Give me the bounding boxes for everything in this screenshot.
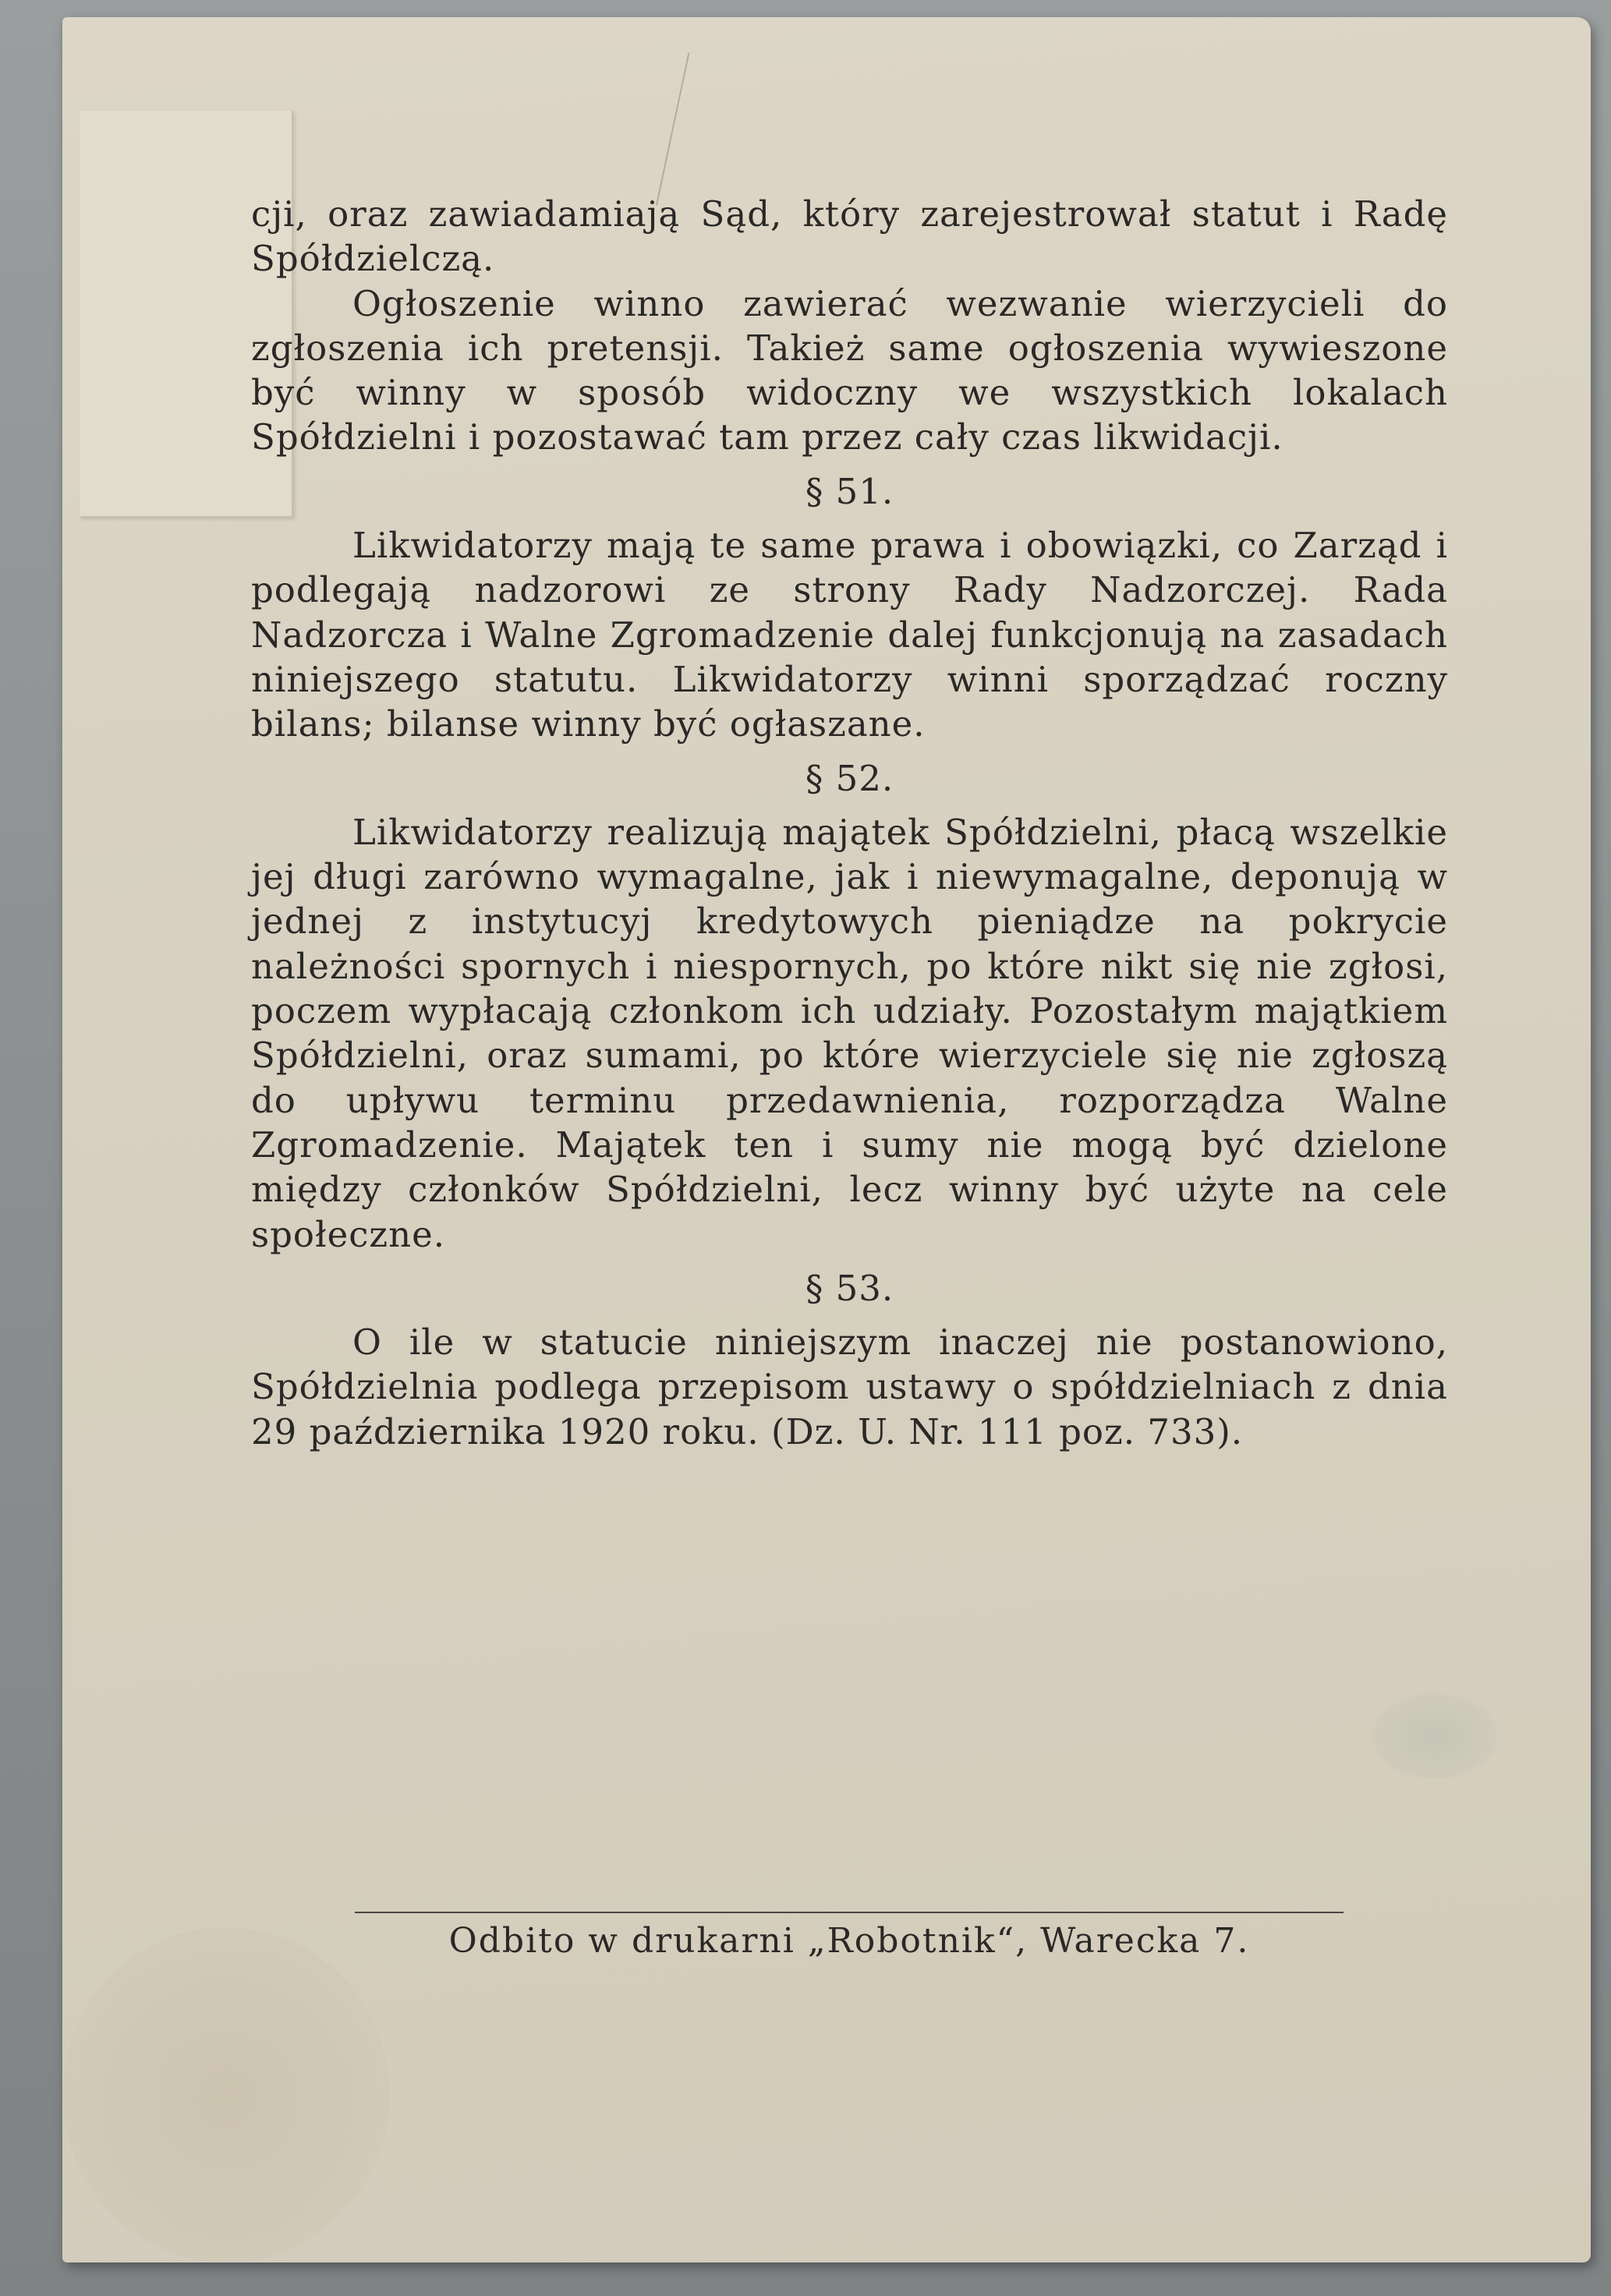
section-heading-51: § 51. bbox=[805, 470, 894, 512]
document-body bbox=[251, 192, 1448, 1454]
section-heading-53: § 53. bbox=[805, 1267, 894, 1309]
continuation-paragraph: cji, oraz zawiadamiają Sąd, który zarejestrował statut i Radę Spółdzielczą. bbox=[251, 193, 1448, 280]
paper-stain bbox=[1372, 1693, 1497, 1779]
section-text-53: O ile w statucie niniejszym inaczej nie postanowiono, Spółdzielnia podlega przepisom ustawy o spółdzielniach z dnia 29 października 1920 roku. (Dz. U. Nr. 111 poz. 733). bbox=[251, 1321, 1448, 1452]
imprint-divider bbox=[355, 1912, 1344, 1913]
section-heading-52: § 52. bbox=[805, 757, 894, 799]
announcement-paragraph: Ogłoszenie winno zawierać wezwanie wierzycieli do zgłoszenia ich pretensji. Takież same ogłoszenia wywieszone być winny w sposób widoczny we wszystkich lokalach Spółdzielni i pozostawać tam przez cały czas likwidacji. bbox=[251, 282, 1448, 458]
printer-imprint: Odbito w drukarni „Robotnik“, Warecka 7. bbox=[448, 1921, 1250, 1961]
section-text-52: Likwidatorzy realizują majątek Spółdzielni, płacą wszelkie jej długi zarówno wymagalne, jak i niewymagalne, deponują w jednej z instytucyj kredytowych pieniądze na pokrycie należności spornych i niespornych, po które nikt się nie zgłosi, poczem wypłacają członkom ich udziały. Pozostałym majątkiem Spółdzielni, oraz sumami, po które wierzyciele się nie zgłoszą do upływu terminu przedawnienia, rozporządza Walne Zgromadzenie. Majątek ten i sumy nie mogą być dzielone między członków Spółdzielni, lecz winny być użyte na cele społeczne. bbox=[251, 811, 1448, 1255]
section-text-51: Likwidatorzy mają te same prawa i obowiązki, co Zarząd i podlegają nadzorowi ze strony Rady Nadzorczej. Rada Nadzorcza i Walne Zgromadzenie dalej funkcjonują na zasadach niniejszego statutu. Likwidatorzy winni sporządzać roczny bilans; bilanse winny być ogłaszane. bbox=[251, 525, 1448, 745]
paper-stain bbox=[62, 1927, 390, 2262]
